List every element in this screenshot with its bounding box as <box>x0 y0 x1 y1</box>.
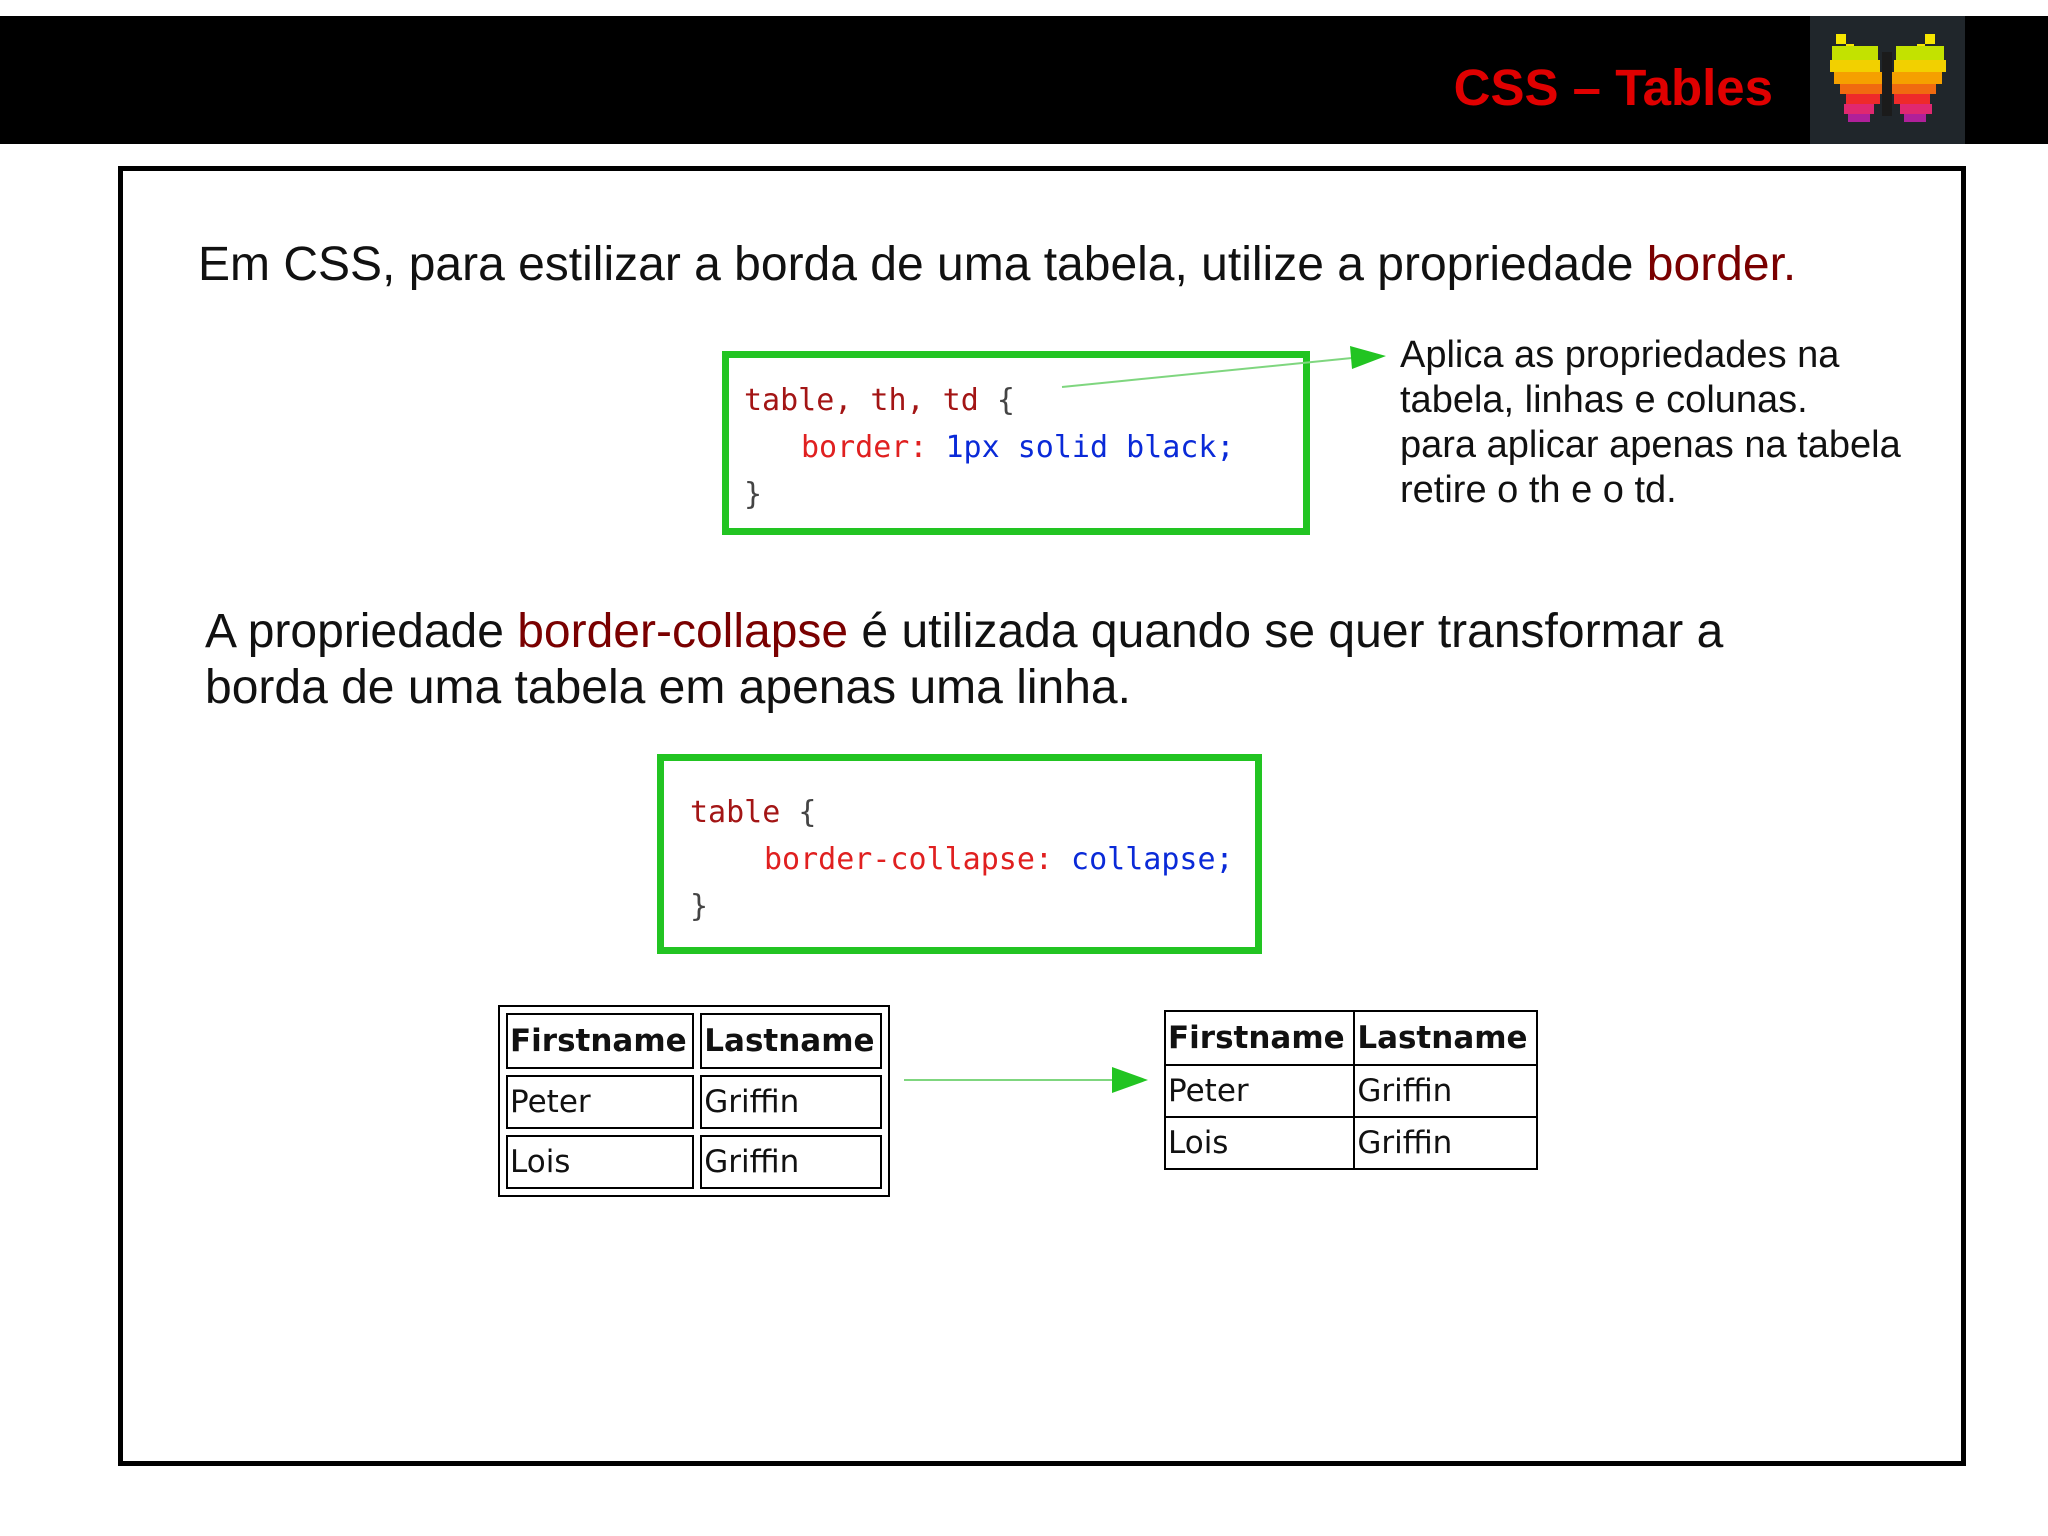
table-cell: Griffin <box>1354 1117 1537 1169</box>
table-cell: Lois <box>506 1135 694 1189</box>
code-value: collapse; <box>1052 842 1234 877</box>
code-selector: table <box>690 795 781 830</box>
collapse-text-end: é utilizada quando se quer transformar a <box>848 605 1724 658</box>
slide-title: CSS – Tables <box>1453 59 1773 116</box>
table-cell: Griffin <box>1354 1065 1537 1117</box>
arrow-to-collapsed-table <box>904 1067 1148 1093</box>
note-line: para aplicar apenas na tabela <box>1400 424 1901 466</box>
collapse-text-line2: borda de uma tabela em apenas uma linha. <box>205 661 1131 714</box>
header-cell: Firstname <box>506 1013 694 1069</box>
header-cell: Firstname <box>1165 1011 1354 1065</box>
code-close-brace: } <box>744 477 763 512</box>
code-open-brace: { <box>780 795 817 830</box>
table-cell: Peter <box>506 1075 694 1129</box>
border-keyword: border. <box>1646 238 1797 291</box>
table-cell: Lois <box>1165 1117 1354 1169</box>
code-open-brace: { <box>978 383 1015 418</box>
arrow-to-note <box>1062 346 1386 387</box>
header-cell: Lastname <box>700 1013 882 1069</box>
code-close-brace: } <box>690 889 709 924</box>
code-value: 1px solid black; <box>927 430 1235 465</box>
code-selector: table, th, td <box>744 383 979 418</box>
collapse-text-start: A propriedade <box>205 605 518 658</box>
header-cell: Lastname <box>1354 1011 1537 1065</box>
table-cell: Peter <box>1165 1065 1354 1117</box>
table-cell: Griffin <box>700 1075 882 1129</box>
note-line: retire o th e o td. <box>1400 469 1677 511</box>
note-line: Aplica as propriedades na <box>1400 334 1840 376</box>
code-property: border-collapse: <box>764 842 1053 877</box>
table-cell: Griffin <box>700 1135 882 1189</box>
code-property: border: <box>801 430 928 465</box>
border-collapse-keyword: border-collapse <box>517 605 849 658</box>
intro-text: Em CSS, para estilizar a borda de uma tabela, utilize a propriedade <box>198 238 1647 291</box>
note-line: tabela, linhas e colunas. <box>1400 379 1808 421</box>
